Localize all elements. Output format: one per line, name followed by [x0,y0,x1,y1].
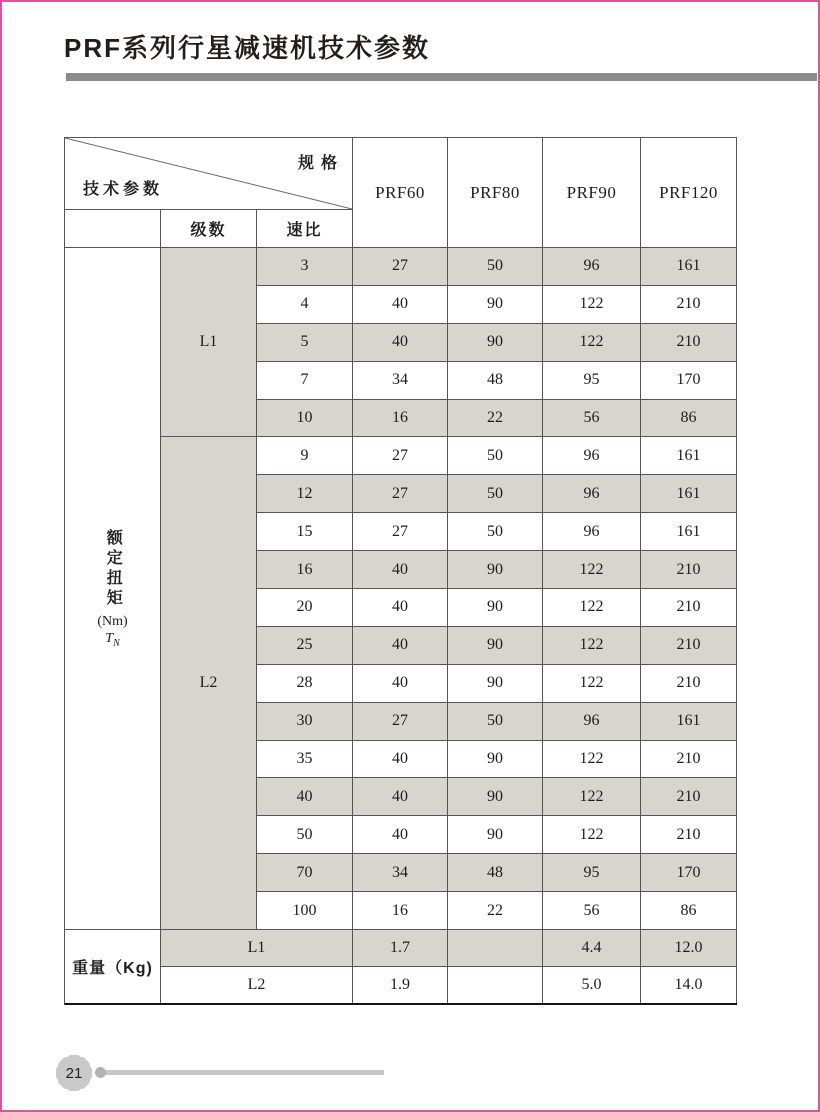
value-cell: 96 [543,703,641,741]
value-cell: 50 [448,437,543,475]
value-cell: 96 [543,437,641,475]
weight-value-cell: 1.7 [353,930,448,967]
value-cell: 210 [641,551,737,589]
value-cell: 90 [448,665,543,703]
value-cell: 40 [353,741,448,779]
ratio-cell: 50 [257,816,353,854]
weight-value-cell: 5.0 [543,967,641,1003]
value-cell: 161 [641,248,737,286]
value-cell: 40 [353,627,448,665]
value-cell: 48 [448,854,543,892]
value-cell: 210 [641,627,737,665]
stage-cell-l2: L2 [161,437,257,930]
value-cell: 95 [543,854,641,892]
param-header-label: 技术参数 [83,181,164,198]
value-cell: 122 [543,816,641,854]
value-cell: 122 [543,589,641,627]
ratio-cell: 3 [257,248,353,286]
value-cell: 16 [353,400,448,438]
weight-value-cell [448,930,543,967]
value-cell: 90 [448,627,543,665]
page-title: PRF系列行星减速机技术参数 [64,33,431,63]
value-cell: 170 [641,854,737,892]
ratio-header: 速比 [257,210,353,248]
value-cell: 40 [353,816,448,854]
value-cell: 96 [543,475,641,513]
value-cell: 90 [448,816,543,854]
value-cell: 16 [353,892,448,930]
value-cell: 210 [641,778,737,816]
value-cell: 95 [543,362,641,400]
ratio-cell: 10 [257,400,353,438]
torque-label: 额定扭矩 [104,528,122,609]
column-header-prf120: PRF120 [641,138,737,248]
value-cell: 22 [448,400,543,438]
value-cell: 90 [448,551,543,589]
weight-stage-cell: L1 [161,930,353,967]
value-cell: 90 [448,589,543,627]
value-cell: 86 [641,400,737,438]
ratio-cell: 20 [257,589,353,627]
value-cell: 40 [353,551,448,589]
ratio-cell: 12 [257,475,353,513]
ratio-cell: 15 [257,513,353,551]
value-cell: 22 [448,892,543,930]
value-cell: 170 [641,362,737,400]
value-cell: 161 [641,475,737,513]
value-cell: 122 [543,551,641,589]
value-cell: 161 [641,437,737,475]
torque-symbol-sub: N [113,637,120,649]
weight-value-cell [448,967,543,1003]
value-cell: 50 [448,475,543,513]
value-cell: 50 [448,703,543,741]
stage-header: 级数 [161,210,257,248]
value-cell: 50 [448,248,543,286]
value-cell: 122 [543,665,641,703]
value-cell: 27 [353,475,448,513]
stage-cell-l1: L1 [161,248,257,437]
value-cell: 210 [641,324,737,362]
value-cell: 122 [543,741,641,779]
value-cell: 56 [543,892,641,930]
value-cell: 210 [641,816,737,854]
weight-value-cell: 14.0 [641,967,737,1003]
value-cell: 86 [641,892,737,930]
torque-symbol-group [105,631,119,649]
value-cell: 34 [353,854,448,892]
ratio-cell: 40 [257,778,353,816]
value-cell: 90 [448,324,543,362]
ratio-cell: 25 [257,627,353,665]
value-cell: 90 [448,741,543,779]
ratio-cell: 70 [257,854,353,892]
spec-table [64,137,737,1005]
value-cell: 40 [353,589,448,627]
value-cell: 90 [448,778,543,816]
corner-sub-blank-cell [65,210,161,248]
ratio-cell: 28 [257,665,353,703]
value-cell: 96 [543,248,641,286]
table-corner-cell [65,138,353,210]
spec-header-label: 规格 [297,155,344,172]
value-cell: 56 [543,400,641,438]
ratio-cell: 30 [257,703,353,741]
page-number-badge: 21 [65,1064,83,1082]
ratio-cell: 7 [257,362,353,400]
value-cell: 122 [543,778,641,816]
value-cell: 210 [641,741,737,779]
value-cell: 210 [641,665,737,703]
value-cell: 161 [641,513,737,551]
footer-rule [99,1070,384,1075]
value-cell: 40 [353,324,448,362]
value-cell: 27 [353,513,448,551]
weight-value-cell: 12.0 [641,930,737,967]
ratio-cell: 35 [257,741,353,779]
weight-value-cell: 1.9 [353,967,448,1003]
value-cell: 40 [353,286,448,324]
ratio-cell: 9 [257,437,353,475]
weight-value-cell: 4.4 [543,930,641,967]
title-underline-rule [66,73,817,81]
value-cell: 27 [353,703,448,741]
column-header-prf60: PRF60 [353,138,448,248]
ratio-cell: 4 [257,286,353,324]
ratio-cell: 16 [257,551,353,589]
value-cell: 27 [353,248,448,286]
value-cell: 96 [543,513,641,551]
value-cell: 122 [543,324,641,362]
weight-stage-cell: L2 [161,967,353,1003]
value-cell: 40 [353,665,448,703]
torque-label-cell [65,248,161,930]
value-cell: 90 [448,286,543,324]
torque-symbol: T [105,630,114,646]
column-header-prf80: PRF80 [448,138,543,248]
ratio-cell: 5 [257,324,353,362]
value-cell: 40 [353,778,448,816]
value-cell: 161 [641,703,737,741]
value-cell: 34 [353,362,448,400]
ratio-cell: 100 [257,892,353,930]
torque-unit: (Nm) [97,613,128,629]
value-cell: 48 [448,362,543,400]
value-cell: 50 [448,513,543,551]
weight-label-cell: 重量（Kg) [65,930,161,1003]
value-cell: 210 [641,286,737,324]
value-cell: 27 [353,437,448,475]
column-header-prf90: PRF90 [543,138,641,248]
value-cell: 210 [641,589,737,627]
value-cell: 122 [543,286,641,324]
value-cell: 122 [543,627,641,665]
